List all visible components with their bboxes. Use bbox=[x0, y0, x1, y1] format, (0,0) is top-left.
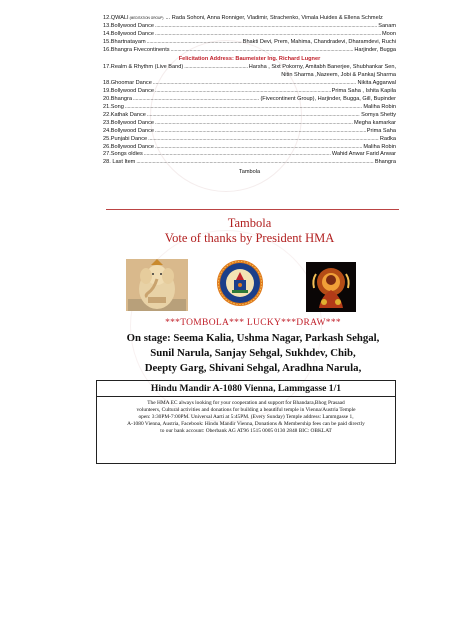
deity-image bbox=[306, 262, 356, 312]
stage-line: Deepty Garg, Shivani Sehgal, Aradhna Narula, bbox=[144, 362, 362, 374]
item-label: 20.Bhangra bbox=[103, 96, 132, 103]
item-performer: Bhakti Devi, Prem, Mahima, Chandradevi, Dharamdevi, Ruchi bbox=[242, 38, 396, 45]
item-label: 24.Bollywood Dance bbox=[103, 127, 154, 134]
programme-item-21 bbox=[103, 104, 396, 112]
info-line: volunteers, Cultural activities and donations for building a beautiful temple in Vienna/Austria Temple bbox=[136, 406, 356, 413]
leader-dots bbox=[125, 104, 363, 112]
programme-item-19 bbox=[103, 88, 396, 96]
programme-item-16 bbox=[103, 47, 396, 55]
programme-item-15 bbox=[103, 39, 396, 47]
item-label: 14.Bollywood Dance bbox=[103, 30, 154, 37]
leader-dots bbox=[155, 88, 331, 96]
info-line: open: 3:30PM-7:00PM. Universal Aarti at 5:45PM. (Every Sunday) Temple address: Lammgasse 1, bbox=[138, 413, 354, 420]
item-performer: Nikita Aggarwal bbox=[357, 80, 396, 87]
section-divider bbox=[106, 209, 399, 210]
item-label: 19.Bollywood Dance bbox=[103, 88, 154, 95]
leader-dots bbox=[148, 136, 379, 144]
item-label: 12.QWALI bbox=[103, 15, 129, 21]
item-performer: Prima Saha , Ishita Kapila bbox=[331, 88, 396, 95]
item-performer: Moon bbox=[382, 30, 396, 37]
info-line: to our bank account: Oberbank AG AT96 1515 0005 0130 2848 BIC: OBKLAT bbox=[160, 427, 332, 434]
item-performer: (Fivecontinent Group), Harjinder, Bugga, Gill, Bupinder bbox=[260, 96, 396, 103]
closing-title bbox=[103, 216, 396, 246]
item-performer: Harjinder, Bugga bbox=[354, 46, 396, 53]
item-label: 27.Songs oldies bbox=[103, 151, 143, 158]
temple-info-box bbox=[96, 380, 396, 464]
programme-item-17 bbox=[103, 64, 396, 72]
item-label: 16.Bhangra Fivecontinents bbox=[103, 46, 170, 53]
leader-dots bbox=[155, 144, 362, 152]
item-performer: Maliha Robin bbox=[363, 103, 396, 110]
item-performer: Maliha Robin bbox=[363, 143, 396, 150]
leader-dots bbox=[171, 47, 354, 55]
programme-item-25 bbox=[103, 136, 396, 144]
programme-item-22 bbox=[103, 112, 396, 120]
programme-item-18 bbox=[103, 80, 396, 88]
item-label: 17.Realm & Rhythm (Live Band) bbox=[103, 64, 184, 71]
leader-dots bbox=[136, 159, 374, 167]
item-label: 13.Bollywood Dance bbox=[103, 22, 154, 29]
programme-item-20 bbox=[103, 96, 396, 104]
programme-item-24 bbox=[103, 128, 396, 136]
leader-dots bbox=[153, 80, 357, 88]
item-performer: Radka bbox=[379, 135, 396, 142]
item-label: 28. Last Item bbox=[103, 159, 136, 166]
tambola-caption: Tambola bbox=[238, 169, 261, 176]
info-line: The HMA EC always looking for your cooperation and support for Bhandara,Bhog Prasaad bbox=[147, 400, 345, 406]
ganesha-image bbox=[126, 259, 188, 311]
temple-address-title: Hindu Mandir A-1080 Vienna, Lammgasse 1/1 bbox=[150, 383, 342, 394]
programme-item-13 bbox=[103, 23, 396, 31]
stage-line: On stage: Seema Kalia, Ushma Nagar, Parkash Sehgal, bbox=[126, 332, 380, 344]
leader-dots bbox=[155, 120, 353, 128]
item-performer: ... Rada Sohoni, Anna Ronniger, Vladimir, Strachenko, Vimala Huides & Ellena Schmelz bbox=[165, 15, 383, 21]
item-label: 25.Punjabi Dance bbox=[103, 135, 148, 142]
item-performer: Somya Shetty bbox=[361, 111, 396, 118]
item-performer-continued: Nitin Sharma ,Nazeem, Jobi & Pankaj Sharma bbox=[281, 72, 396, 79]
lucky-draw-title: ***TOMBOLA*** LUCKY***DRAW*** bbox=[165, 318, 341, 328]
programme-item-23 bbox=[103, 120, 396, 128]
item-label: 22.Kathak Dance bbox=[103, 111, 146, 118]
temple-info-text bbox=[103, 400, 389, 435]
leader-dots bbox=[155, 23, 377, 31]
item-performer: Sanam bbox=[378, 22, 396, 29]
leader-dots bbox=[184, 64, 248, 72]
leader-dots bbox=[133, 96, 260, 104]
item-performer: Wahid Anwar Farid Anwar bbox=[331, 151, 396, 158]
leader-dots bbox=[144, 151, 331, 159]
title-tambola: Tambola bbox=[227, 216, 272, 230]
programme-item-27 bbox=[103, 151, 396, 159]
programme-item-28 bbox=[103, 159, 396, 167]
item-performer: Bhangra bbox=[374, 159, 396, 166]
item-label: 26.Bollywood Dance bbox=[103, 143, 154, 150]
item-label: 18.Ghoomar Dance bbox=[103, 80, 152, 87]
programme-item-26 bbox=[103, 144, 396, 152]
item-performer: Prima Saha bbox=[366, 127, 396, 134]
item-label: 15.Bhartnatayam bbox=[103, 38, 146, 45]
leader-dots bbox=[147, 39, 242, 47]
leader-dots bbox=[155, 128, 366, 136]
programme-item-12 bbox=[103, 15, 396, 23]
item-performer: Megha kamarkar bbox=[354, 119, 396, 126]
item-performer: Harsha , Sixt Pokorny, Amitabh Banerjee, Shubhankar Sen, bbox=[248, 64, 396, 71]
programme-item-14 bbox=[103, 31, 396, 39]
title-vote-of-thanks: Vote of thanks by President HMA bbox=[164, 231, 335, 245]
felicitation-address: Felicitation Address: Baumeister Ing. Richard Lugner bbox=[178, 55, 321, 62]
leader-dots bbox=[147, 112, 360, 120]
info-line: A-1080 Vienna, Austria, Facebook: Hindu Mandir Vienna, Donations & Membership fees can be paid directly bbox=[127, 420, 365, 427]
hindu-mandir-seal bbox=[216, 259, 264, 307]
item-label: 23.Bollywood Dance bbox=[103, 119, 154, 126]
stage-line: Sunil Narula, Sanjay Sehgal, Sukhdev, Chib, bbox=[150, 347, 356, 359]
on-stage-list bbox=[103, 331, 403, 376]
item-label-note: (MEDITATION GROUP) bbox=[129, 16, 164, 20]
leader-dots bbox=[155, 31, 381, 39]
programme-list bbox=[103, 15, 396, 177]
item-label: 21.Song bbox=[103, 103, 124, 110]
box-divider bbox=[97, 396, 395, 397]
